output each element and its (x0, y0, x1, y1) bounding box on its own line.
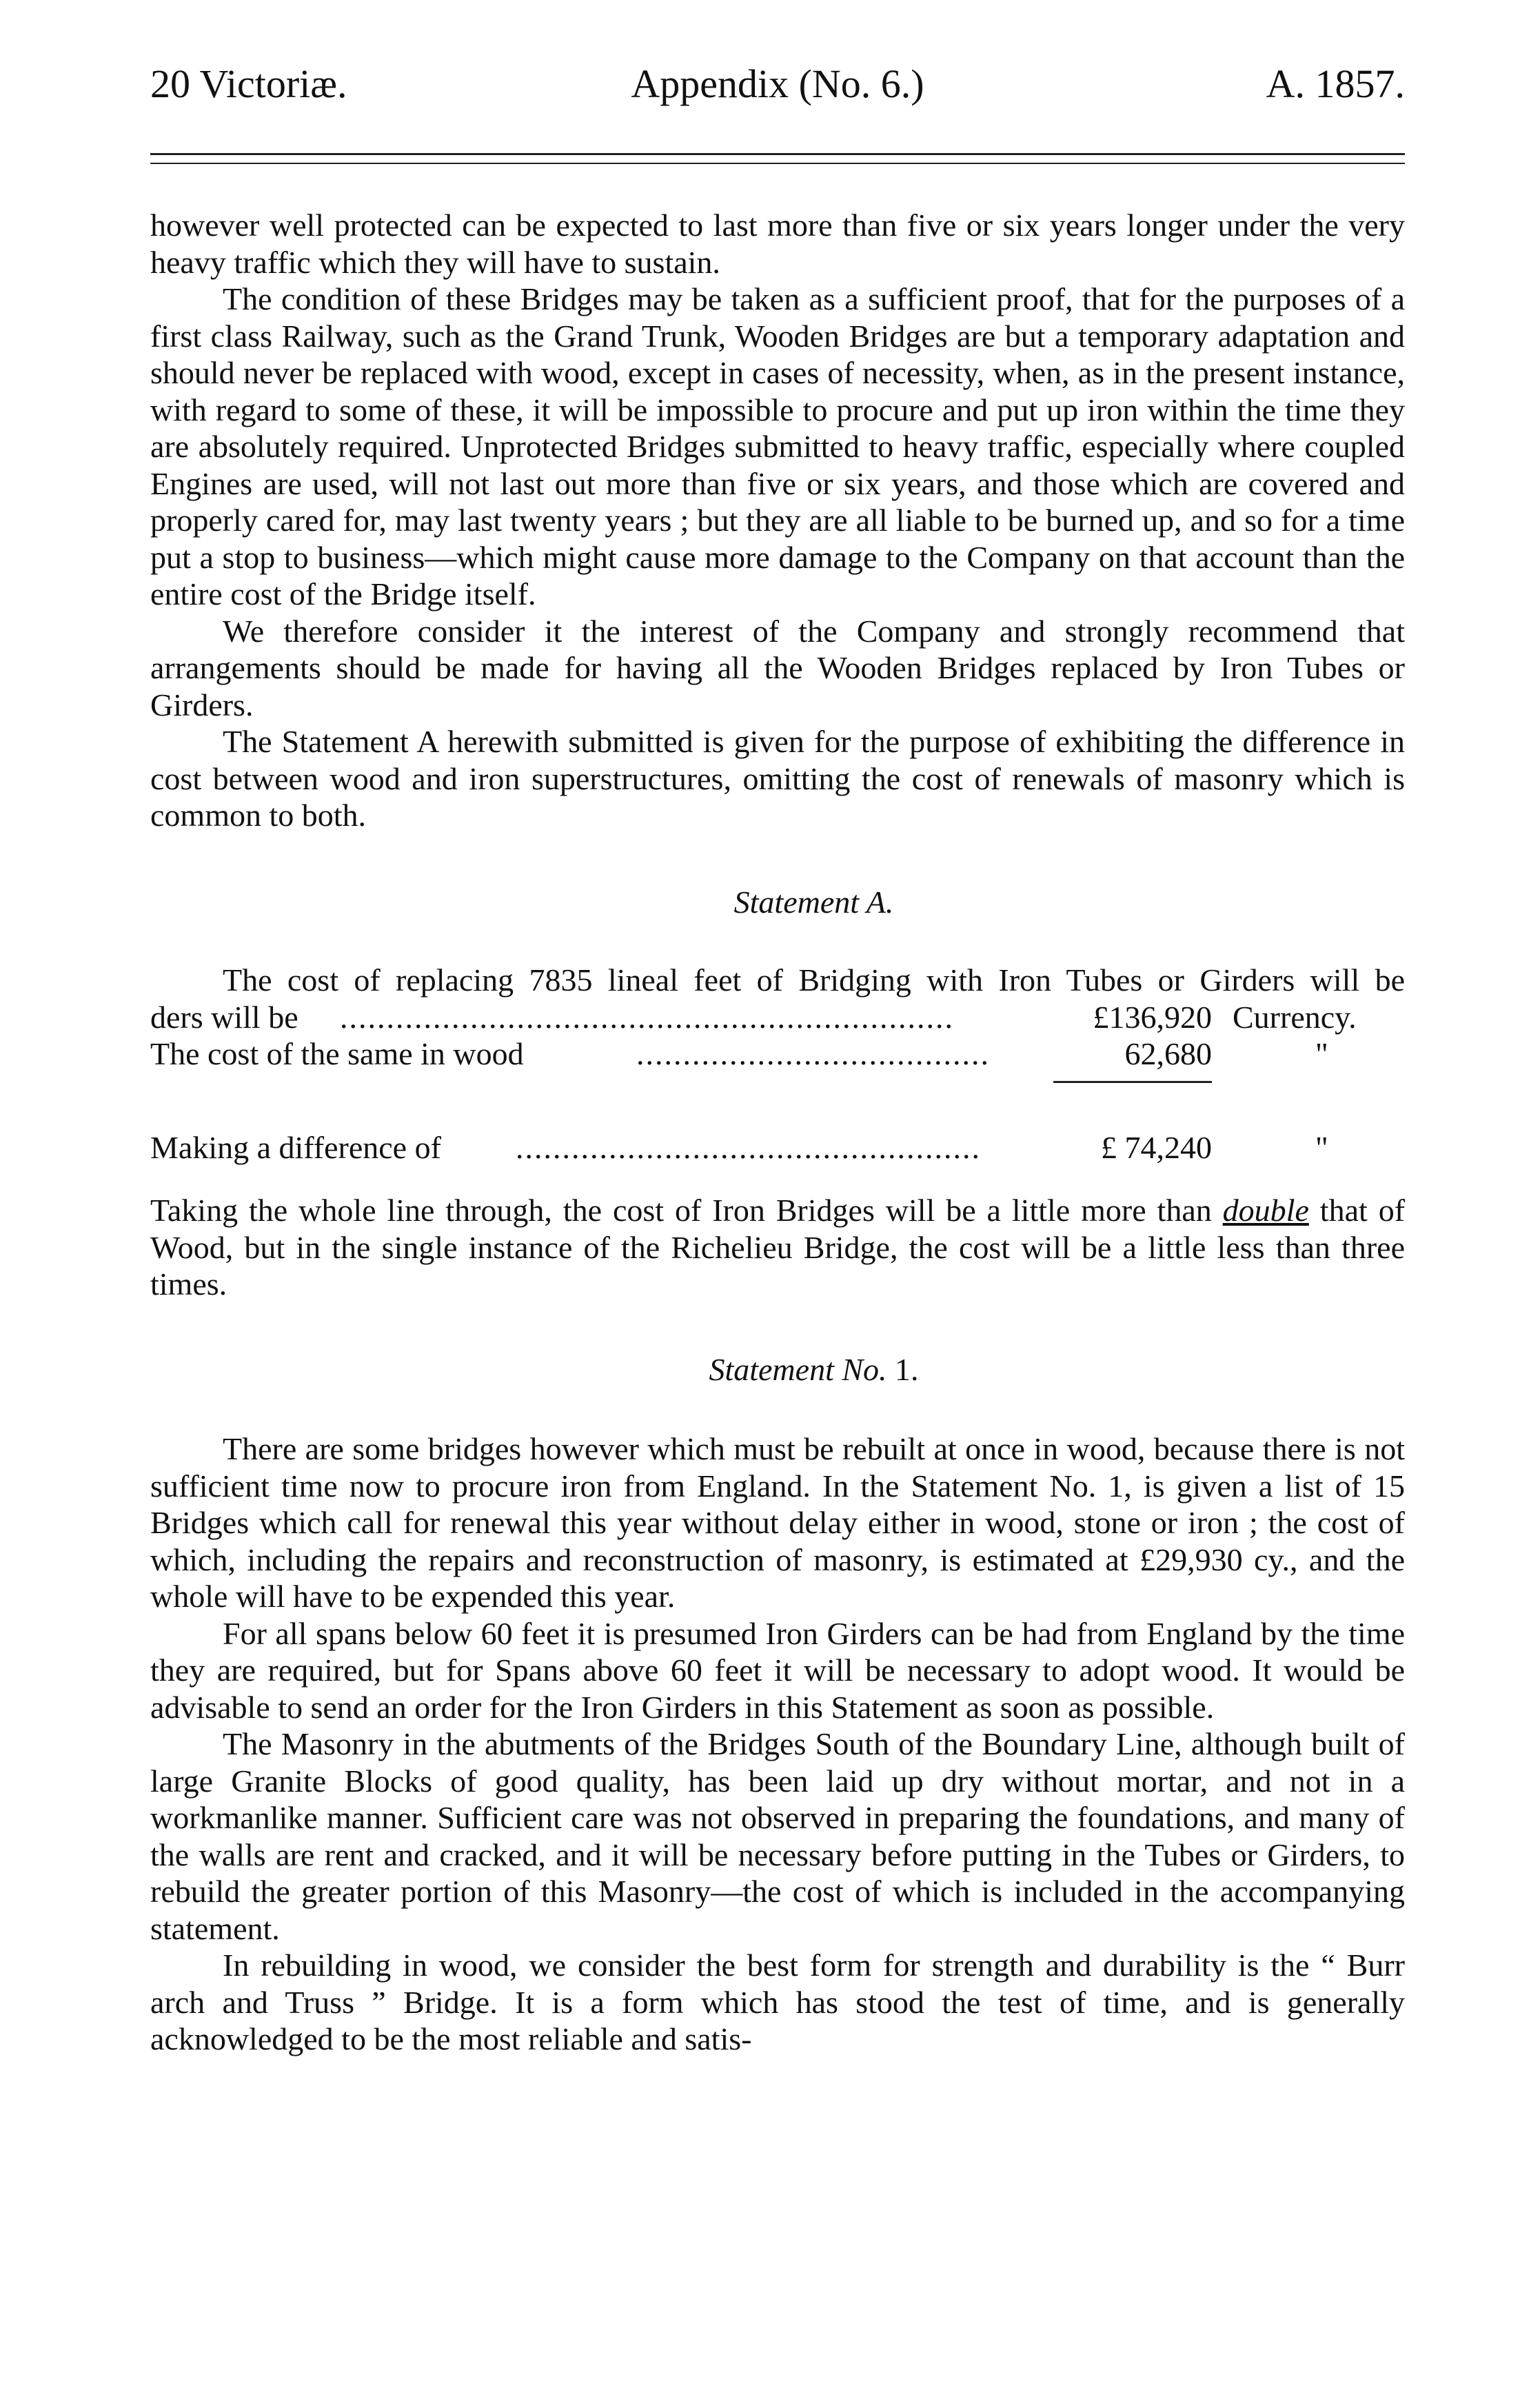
paragraph-masonry: The Masonry in the abutments of the Bridges South of the Boundary Line, although built of large Granite Blocks of good quality, has been laid up dry without mortar, and not in a workmanlike manner. Sufficient care was not observed in preparing the foundations, and many of the walls are rent and cracked, and it will be necessary before putting in the Tubes or Girders, to rebuild the greater portion of this Masonry—the cost of which is included in the accompanying statement. (150, 1726, 1405, 1946)
paragraph-spans: For all spans below 60 feet it is presumed Iron Girders can be had from England by the time they are required, but for Spans above 60 feet it will be necessary to adopt wood. It would be advisable to send an order for the Iron Girders in this Statement as soon as possible. (150, 1615, 1405, 1725)
statement-a-currency: Currency. (1233, 999, 1357, 1035)
leader-dots: .................................................. (516, 1129, 981, 1165)
statement-a-difference-amount: £ 74,240 (1101, 1129, 1212, 1165)
page-header (150, 61, 1405, 123)
leader-dots: .................................................................. (340, 999, 954, 1035)
paragraph-statement-a-summary: Taking the whole line through, the cost of Iron Bridges will be a little more than double that of Wood, but in the single instance of the Richelieu Bridge, the cost will be a little less than three times. (150, 1193, 1406, 1302)
page-body (150, 207, 1405, 2058)
paragraph-burr-arch: In rebuilding in wood, we consider the best form for strength and durability is the “ Burr arch and Truss ” Bridge. It is a form which has stood the test of time, and is generally acknowledged to be the most reliable and satis- (150, 1947, 1405, 2056)
header-appendix: Appendix (No. 6.) (631, 61, 924, 106)
header-session: 20 Victoriæ. (150, 61, 347, 106)
statement-a-row-wood (150, 1035, 1405, 1073)
paragraph-bridge-condition: The condition of these Bridges may be taken as a sufficient proof, that for the purposes of a first class Railway, such as the Grand Trunk, Wooden Bridges are but a temporary adaptation and should never be replaced with wood, except in cases of necessity, when, as in the present instance, with regard to some of these, it will be impossible to procure and put up iron within the time they are absolutely required. Unprotected Bridges submitted to heavy traffic, especially where coupled Engines are used, will not last out more than five or six years, and those which are covered and properly cared for, may last twenty years ; but they are all liable to be burned up, and so for a time put a stop to business—which might cause more damage to the Company on that account than the entire cost of the Bridge itself. (150, 281, 1405, 611)
paragraph-rebuild-wood: There are some bridges however which must be rebuilt at once in wood, because there is not sufficient time now to procure iron from England. In the Statement No. 1, is given a list of 15 Bridges which call for renewal this year without delay either in wood, stone or iron ; the cost of which, including the repairs and reconstruction of masonry, is estimated at £29,930 cy., and the whole will have to be expended this year. (150, 1431, 1405, 1614)
paragraph-recommendation: We therefore consider it the interest of the Company and strongly recommend that arrangements should be made for having all the Wooden Bridges replaced by Iron Tubes or Girders. (150, 613, 1405, 722)
statement-a-difference-label: Making a difference of (150, 1129, 441, 1165)
statement-1-heading: Statement No. 1. (709, 1351, 919, 1387)
header-rule-top (150, 153, 1405, 155)
header-rule-bottom (150, 163, 1405, 164)
statement-a-heading: Statement A. (733, 884, 894, 920)
statement-a-row-iron (150, 999, 1405, 1036)
header-year: A. 1857. (1266, 61, 1405, 106)
statement-a-table (150, 962, 1405, 1166)
statement-a-iron-label: The cost of replacing 7835 lineal feet of Bridging with Iron Tubes or Girders will be (223, 962, 1405, 998)
statement-a-wood-amount: 62,680 (1124, 1036, 1212, 1071)
statement-a-wood-label: The cost of the same in wood (150, 1036, 524, 1071)
statement-a-iron-label-end: ders will be (150, 999, 298, 1035)
statement-a-row-difference (150, 1129, 1405, 1166)
emphasis-double: double (1222, 1193, 1309, 1228)
statement-a-difference-ditto: " (1315, 1129, 1328, 1165)
paragraph-statement-a-intro: The Statement A herewith submitted is given for the purpose of exhibiting the difference in cost between wood and iron superstructures, omitting the cost of renewals of masonry which is common to both. (150, 724, 1405, 833)
sum-rule (150, 1073, 1405, 1092)
statement-a-iron-amount: £136,920 (1093, 999, 1212, 1035)
statement-a-wood-ditto: " (1315, 1036, 1328, 1071)
leader-dots: ...................................... (636, 1036, 990, 1071)
paragraph-continuation: however well protected can be expected to last more than five or six years longer under the very heavy traffic which they will have to sustain. (150, 208, 1405, 280)
